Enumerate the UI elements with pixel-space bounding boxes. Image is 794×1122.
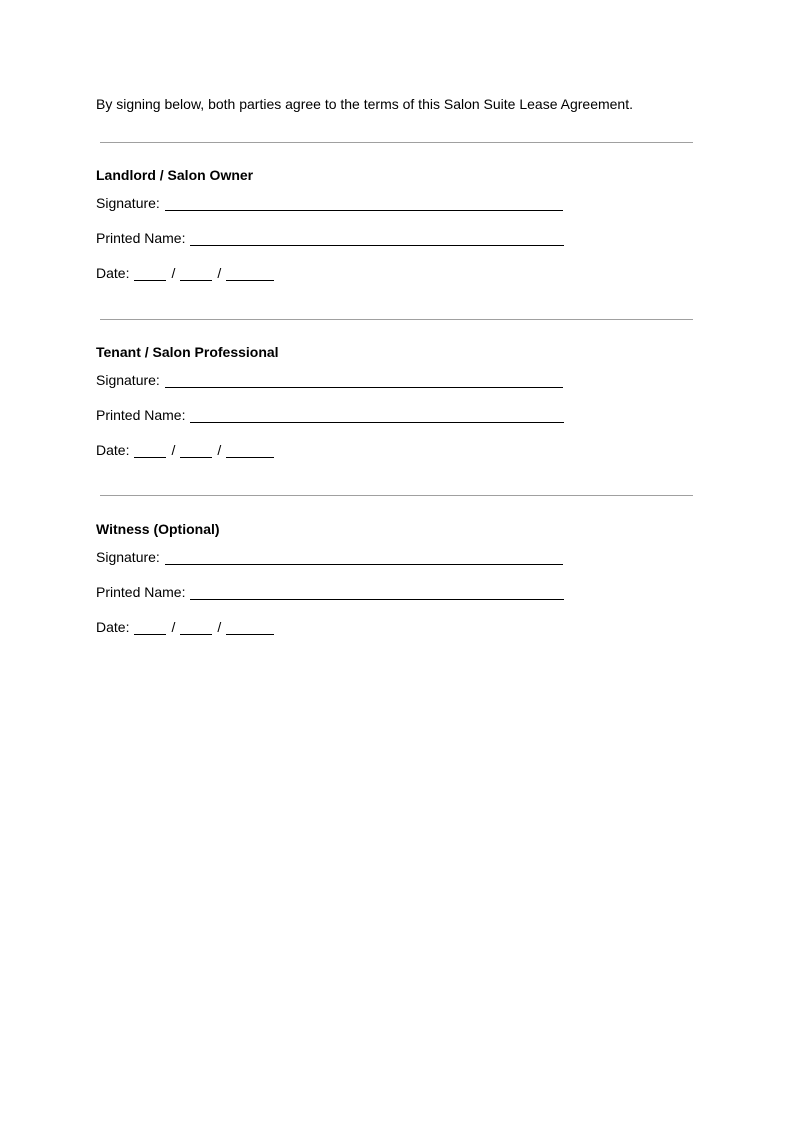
landlord-signature-block [96, 166, 696, 306]
witness-date-month-line[interactable] [134, 620, 166, 635]
section-title-tenant: Tenant / Salon Professional [96, 344, 279, 360]
date-separator: / [171, 619, 176, 635]
date-separator: / [217, 442, 222, 458]
tenant-signature-field [96, 371, 563, 389]
landlord-date-field [96, 264, 274, 282]
tenant-date-year-line[interactable] [226, 443, 274, 458]
tenant-signature-block [96, 343, 696, 483]
landlord-signature-line[interactable] [165, 196, 563, 211]
date-label: Date: [96, 619, 130, 635]
date-label: Date: [96, 442, 130, 458]
witness-date-day-line[interactable] [180, 620, 212, 635]
landlord-signature-field [96, 194, 563, 212]
tenant-printed-name-line[interactable] [190, 408, 564, 423]
witness-printed-name-field [96, 583, 564, 601]
witness-date-field [96, 618, 274, 636]
date-separator: / [217, 265, 222, 281]
date-separator: / [171, 442, 176, 458]
section-divider [100, 142, 693, 143]
landlord-printed-name-field [96, 229, 564, 247]
witness-signature-line[interactable] [165, 550, 563, 565]
signature-label: Signature: [96, 549, 160, 565]
printed-name-label: Printed Name: [96, 584, 186, 600]
landlord-date-day-line[interactable] [180, 266, 212, 281]
tenant-date-field [96, 441, 274, 459]
date-separator: / [217, 619, 222, 635]
tenant-date-day-line[interactable] [180, 443, 212, 458]
landlord-date-year-line[interactable] [226, 266, 274, 281]
date-separator: / [171, 265, 176, 281]
agreement-intro-text: By signing below, both parties agree to the terms of this Salon Suite Lease Agreement. [96, 96, 633, 112]
landlord-printed-name-line[interactable] [190, 231, 564, 246]
witness-signature-field [96, 548, 563, 566]
tenant-printed-name-field [96, 406, 564, 424]
printed-name-label: Printed Name: [96, 230, 186, 246]
printed-name-label: Printed Name: [96, 407, 186, 423]
witness-signature-block [96, 520, 696, 660]
tenant-date-month-line[interactable] [134, 443, 166, 458]
section-title-witness: Witness (Optional) [96, 521, 220, 537]
landlord-date-month-line[interactable] [134, 266, 166, 281]
section-divider [100, 319, 693, 320]
tenant-signature-line[interactable] [165, 373, 563, 388]
witness-date-year-line[interactable] [226, 620, 274, 635]
signature-label: Signature: [96, 195, 160, 211]
section-title-landlord: Landlord / Salon Owner [96, 167, 254, 183]
date-label: Date: [96, 265, 130, 281]
section-divider [100, 495, 693, 496]
signature-label: Signature: [96, 372, 160, 388]
witness-printed-name-line[interactable] [190, 585, 564, 600]
